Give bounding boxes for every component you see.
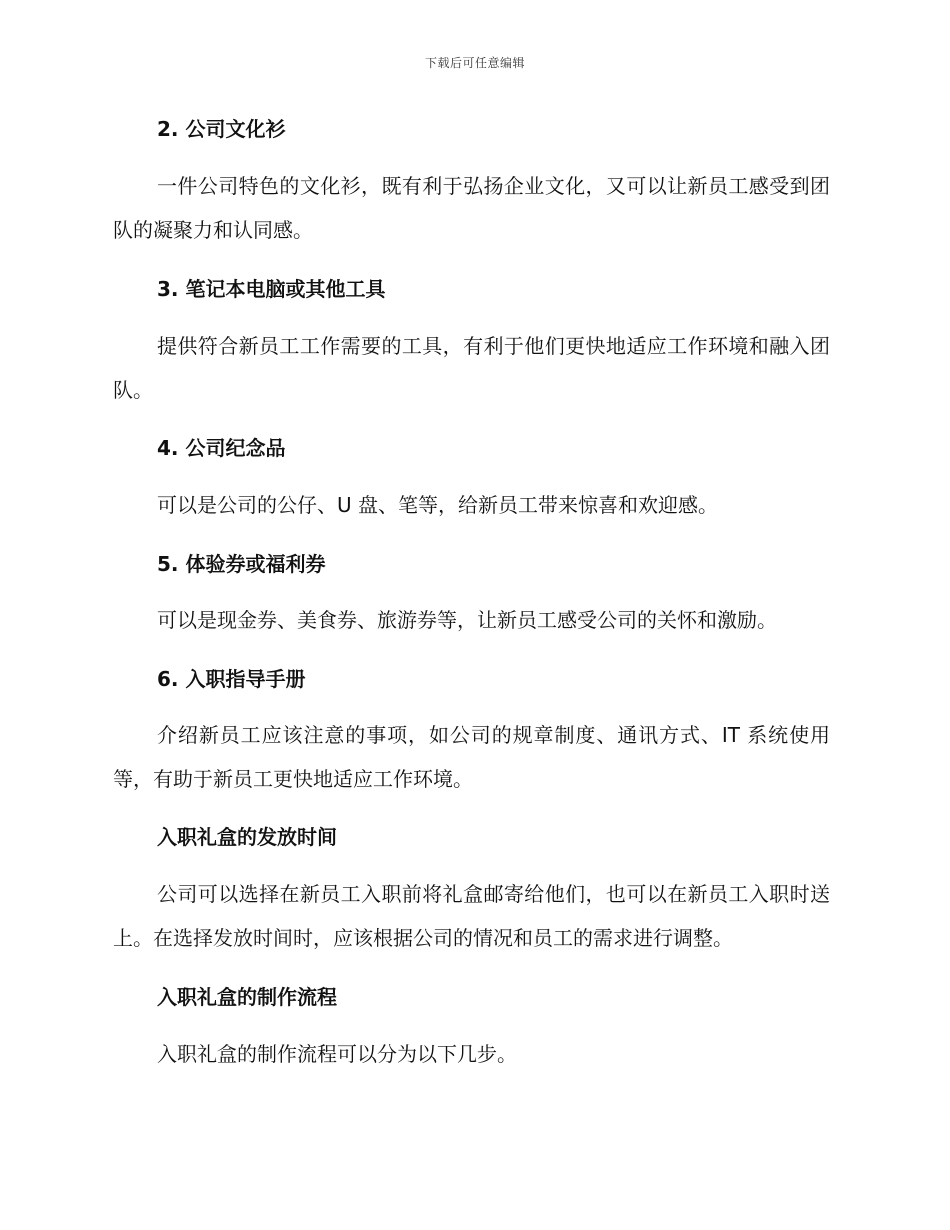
section-paragraph: 入职礼盒的制作流程可以分为以下几步。 (157, 1042, 517, 1066)
section-heading: 2. 公司文化衫 (157, 117, 286, 141)
section-heading: 5. 体验券或福利券 (157, 552, 326, 576)
section-paragraph: 公司可以选择在新员工入职前将礼盒邮寄给他们，也可以在新员工入职时送上。在选择发放时间时，应该根据公司的情况和员工的需求进行调整。 (113, 882, 830, 950)
section-paragraph: 可以是现金券、美食券、旅游券等，让新员工感受公司的关怀和激励。 (157, 608, 777, 632)
section-heading: 3. 笔记本电脑或其他工具 (157, 277, 386, 301)
section-paragraph: 介绍新员工应该注意的事项，如公司的规章制度、通讯方式、IT 系统使用等，有助于新员工更快地适应工作环境。 (113, 723, 830, 791)
section-heading: 入职礼盒的制作流程 (157, 985, 337, 1009)
section-heading: 6. 入职指导手册 (157, 667, 306, 691)
section-paragraph: 可以是公司的公仔、U 盘、笔等，给新员工带来惊喜和欢迎感。 (157, 493, 718, 517)
section-heading: 4. 公司纪念品 (157, 436, 286, 460)
section-heading: 入职礼盒的发放时间 (157, 825, 337, 849)
section-paragraph: 提供符合新员工工作需要的工具，有利于他们更快地适应工作环境和融入团队。 (113, 334, 830, 402)
header-note: 下载后可任意编辑 (424, 56, 525, 70)
section-paragraph: 一件公司特色的文化衫，既有利于弘扬企业文化，又可以让新员工感受到团队的凝聚力和认同感。 (113, 174, 830, 242)
